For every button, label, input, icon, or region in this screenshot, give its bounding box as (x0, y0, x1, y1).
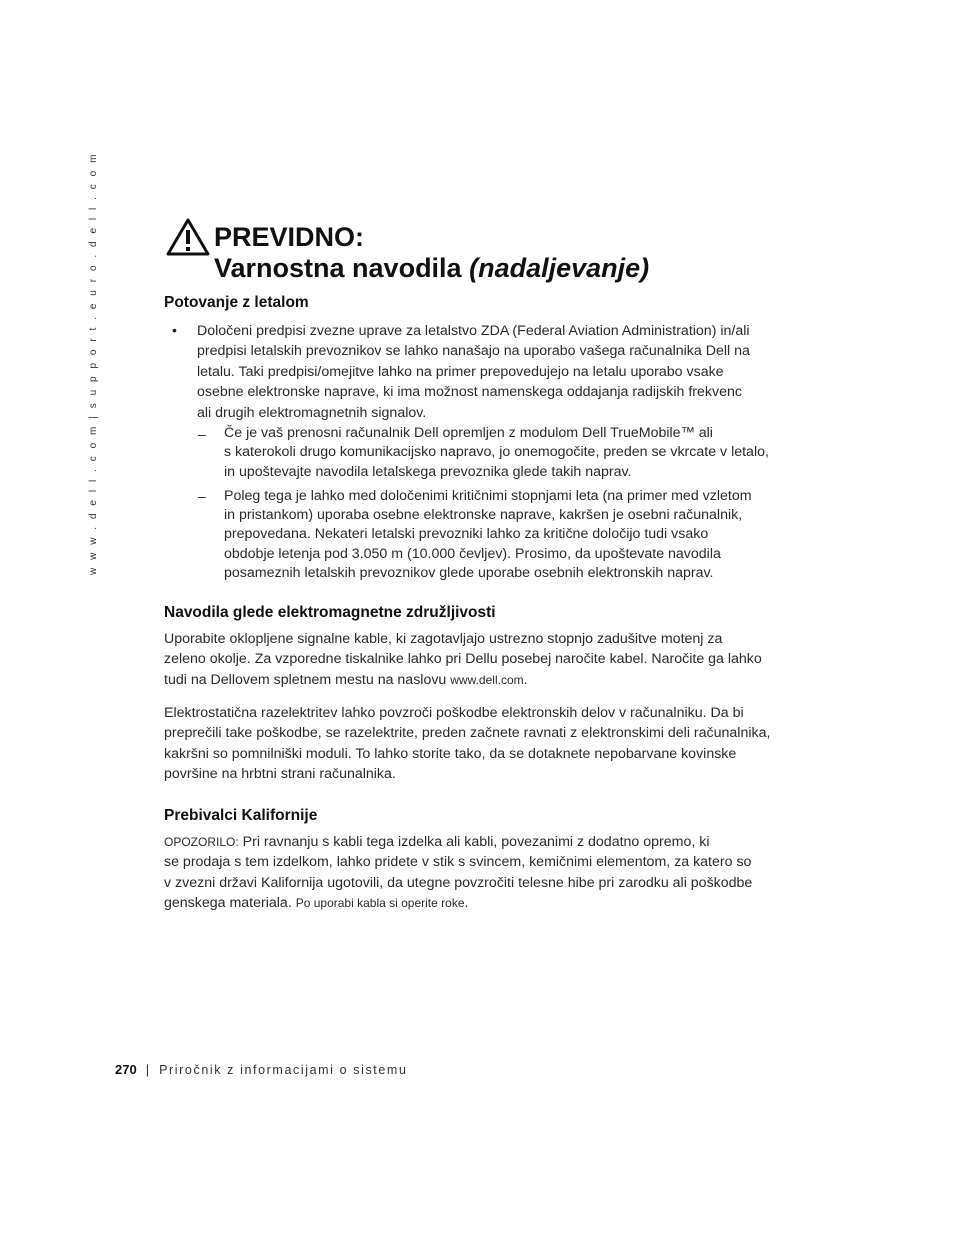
warning-label: OPOZORILO: (164, 835, 239, 849)
california-warning-paragraph (164, 832, 752, 914)
text-line (164, 670, 762, 690)
text-line: letalu. Taki predpisi/omejitve lahko na primer prepovedujejo na letalu uporabo vsake (197, 363, 724, 380)
text-fragment: . (464, 895, 469, 912)
wash-hands-note: Po uporabi kabla si operite roke (295, 896, 465, 911)
text-line: površine na hrbtni strani računalnika. (164, 766, 396, 783)
bullet-symbol: • (172, 322, 177, 338)
text-line: zeleno okolje. Za vzporedne tiskalnike lahko pri Dellu posebej naročite kabel. Naročite ga lahko (164, 651, 762, 668)
text-line: Določeni predpisi zvezne uprave za letalstvo ZDA (Federal Aviation Administration) in/ali (197, 323, 750, 339)
emc-paragraph-1 (164, 629, 762, 690)
dell-website-link[interactable]: www.dell.com (450, 672, 524, 687)
text-line (164, 893, 752, 913)
air-dash-paragraph-2 (224, 487, 752, 583)
footer-title: Priročnik z informacijami o sistemu (159, 1063, 408, 1077)
side-url (82, 151, 104, 575)
dash-symbol: – (198, 426, 206, 442)
section-title-emc: Navodila glede elektromagnetne združljivosti (164, 604, 496, 621)
text-line: predpisi letalskih prevoznikov se lahko nanašajo na uporabo vašega računalnika Dell na (197, 343, 750, 360)
footer-separator: | (145, 1062, 150, 1077)
air-bullet-paragraph (197, 321, 750, 423)
text-line: ali drugih elektromagnetnih signalov. (197, 404, 427, 421)
section-title-air-travel: Potovanje z letalom (164, 294, 309, 311)
page-footer (115, 1061, 408, 1079)
text-line: osebne elektronske naprave, ki ima možnost namenskega oddajanja radijskih frekvenc (197, 384, 742, 401)
heading-label: PREVIDNO: (214, 222, 365, 252)
text-line: in upoštevajte navodila letalskega prevoznika glede takih naprav. (224, 463, 632, 480)
text-line: kakršni so pomnilniški moduli. To lahko storite tako, da se dotaknete nepobarvane kovinske (164, 745, 737, 762)
heading-title (214, 253, 649, 283)
text-line: Elektrostatična razelektritev lahko povzroči poškodbe elektronskih delov v računalniku. Da bi (164, 705, 744, 721)
section-title-california: Prebivalci Kalifornije (164, 807, 318, 824)
text-line: in pristankom) uporaba osebne elektronske naprave, kakršen je osebni računalnik, (224, 507, 743, 524)
text-line (164, 832, 752, 852)
text-line: obdobje letenja pod 3.050 m (10.000 čevljev). Prosimo, da upoštevate navodila (224, 545, 721, 562)
text-line: preprečili take poškodbe, se razelektrite, preden začnete ravnati z elektronskimi deli računalnika, (164, 725, 771, 742)
dash-symbol: – (198, 488, 206, 504)
text-line: s katerokoli drugo komunikacijsko napravo, jo onemogočite, preden se vkrcate v letalo, (224, 444, 769, 461)
air-dash-paragraph-1 (224, 424, 769, 482)
text-fragment: tudi na Dellovem spletnem mestu na naslovu (164, 671, 451, 688)
heading-title-text: Varnostna navodila (214, 253, 462, 283)
text-line: v zvezni državi Kalifornija ugotovili, da utegne povzročiti telesne hibe pri zarodku ali poškodbe (164, 874, 753, 891)
text-line: Uporabite oklopljene signalne kable, ki zagotavljajo ustrezno stopnjo zadušitve motenj za (164, 631, 723, 647)
heading-title-italic: (nadaljevanje) (469, 253, 650, 283)
text-line: se prodaja s tem izdelkom, lahko pridete v stik s svincem, kemičnimi elementom, za katero so (164, 854, 752, 871)
text-fragment: genskega materiala. (164, 895, 296, 912)
warning-triangle-icon (166, 218, 210, 256)
text-fragment: . (523, 671, 528, 688)
text-line: Poleg tega je lahko med določenimi kritičnimi stopnjami leta (na primer med vzletom (224, 488, 752, 504)
page-number: 270 (115, 1062, 137, 1077)
emc-paragraph-2 (164, 703, 770, 785)
side-url-text: w w w . d e l l . c o m | s u p p o r t . e u r o . d e l l . c o m (87, 151, 99, 575)
text-line: prepovedana. Nekateri letalski prevozniki lahko za kritične določijo tudi vsako (224, 526, 709, 543)
text-line: posameznih letalskih prevoznikov glede uporabe osebnih elektronskih naprav. (224, 564, 714, 581)
text-fragment: Pri ravnanju s kabli tega izdelka ali kabli, povezanimi z dodatno opremo, ki (238, 834, 710, 850)
text-line: Če je vaš prenosni računalnik Dell opremljen z modulom Dell TrueMobile™ ali (224, 425, 713, 441)
